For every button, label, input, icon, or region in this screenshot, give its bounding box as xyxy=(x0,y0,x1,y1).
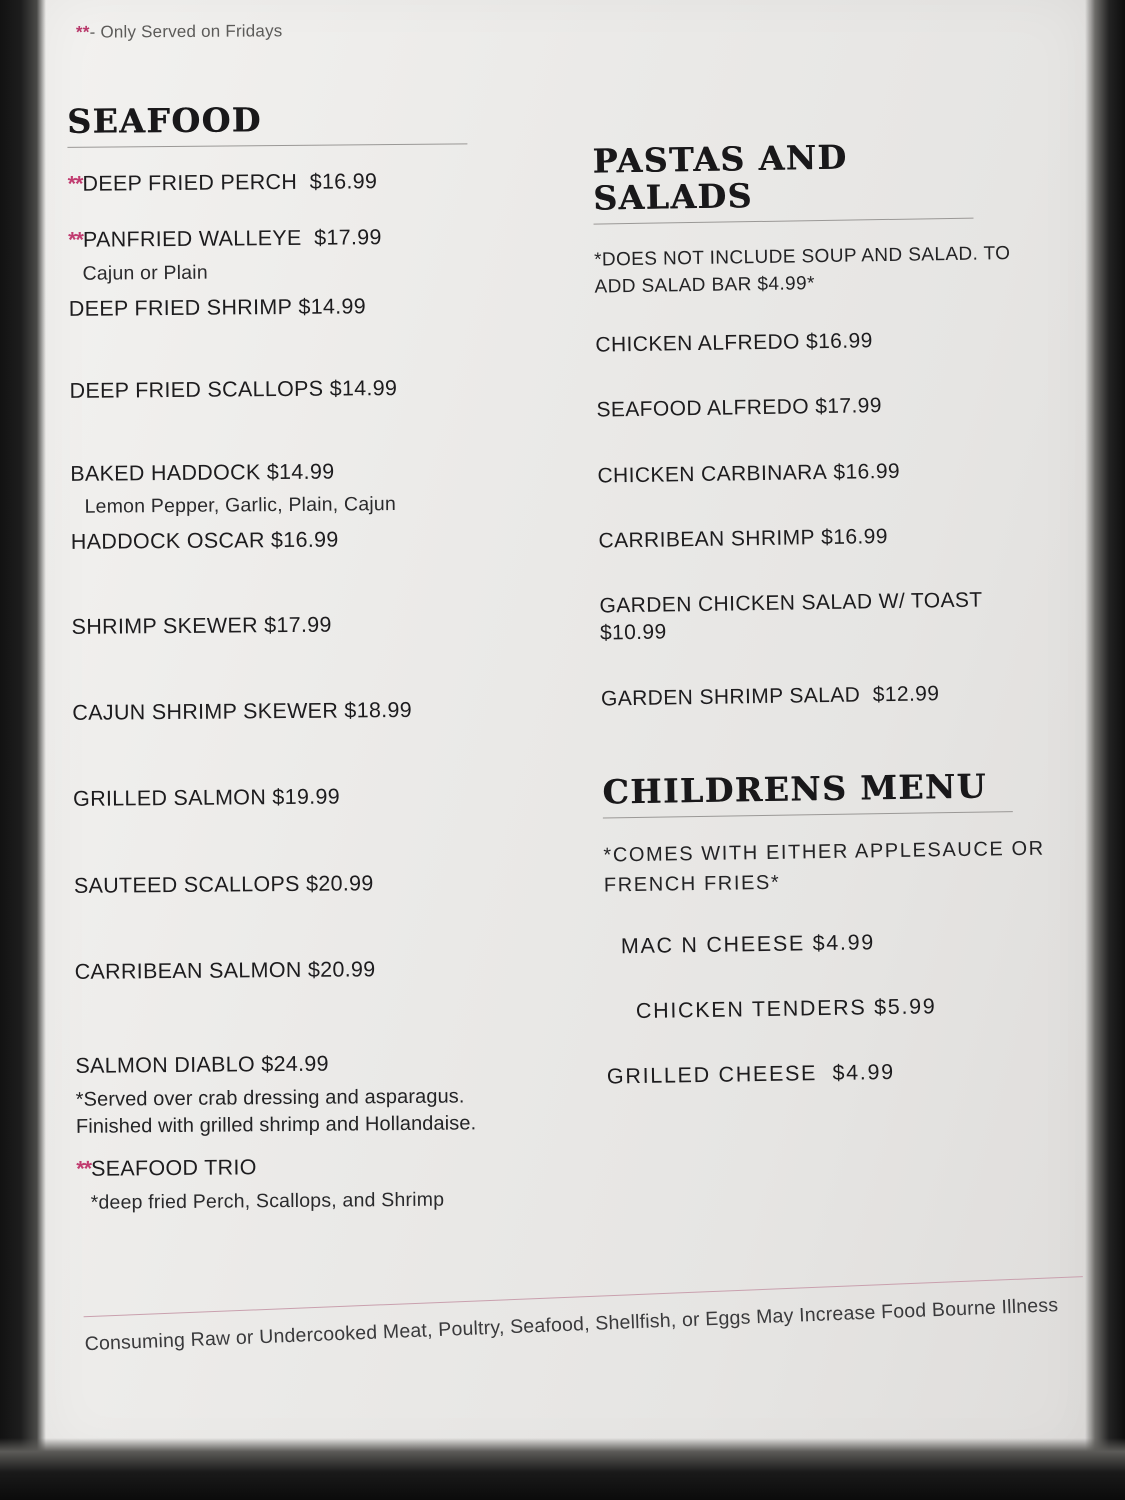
menu-item xyxy=(75,954,505,986)
menu-item xyxy=(70,456,500,488)
menu-item-name: DEEP FRIED SHRIMP xyxy=(68,294,293,321)
pastas-salads-note: *DOES NOT INCLUDE SOUP AND SALAD. TO ADD SALAD BAR $4.99* xyxy=(593,242,1011,299)
menu-item-price: $12.99 xyxy=(872,681,940,707)
menu-item xyxy=(76,1151,506,1183)
disclaimer-text: Consuming Raw or Undercooked Meat, Poultry, Seafood, Shellfish, or Eggs May Increase Food Bourne Illness xyxy=(84,1294,1059,1356)
seafood-heading-rule xyxy=(67,143,467,147)
menu-item-name: SALMON DIABLO xyxy=(75,1052,256,1079)
menu-item-name: CARRIBEAN SALMON xyxy=(74,957,302,984)
menu-item-price: $5.99 xyxy=(873,994,937,1020)
menu-item xyxy=(599,586,1050,648)
fridays-note xyxy=(76,21,283,42)
menu-item-name: BAKED HADDOCK xyxy=(70,459,261,486)
seafood-heading: SEAFOOD xyxy=(67,100,263,141)
menu-item xyxy=(68,166,498,198)
menu-item xyxy=(73,781,503,813)
disclaimer-footer xyxy=(84,1276,1095,1357)
childrens-menu-note: *COMES WITH EITHER APPLESAUCE OR FRENCH FRIES* xyxy=(603,837,1045,897)
menu-item-price: $14.99 xyxy=(329,376,398,401)
menu-item xyxy=(68,223,498,255)
photo-edge-right xyxy=(1085,0,1125,1500)
menu-item-price: $19.99 xyxy=(272,784,341,810)
menu-item xyxy=(596,390,1046,424)
menu-item-name: CAJUN SHRIMP SKEWER xyxy=(72,698,339,725)
menu-item-price: $16.99 xyxy=(309,169,378,194)
menu-item xyxy=(71,524,501,556)
menu-item-price: $18.99 xyxy=(344,697,413,723)
menu-item-price: $24.99 xyxy=(261,1052,329,1077)
menu-item xyxy=(71,609,501,641)
seafood-trio-description: *deep fried Perch, Scallops, and Shrimp xyxy=(90,1188,445,1214)
seafood-column xyxy=(67,98,507,1241)
photo-edge-left xyxy=(0,0,46,1500)
menu-item-name: SEAFOOD ALFREDO xyxy=(596,395,810,422)
menu-item-name: GRILLED CHEESE xyxy=(606,1061,818,1089)
menu-item-name: GARDEN CHICKEN SALAD W/ TOAST xyxy=(599,588,983,618)
menu-item-name: GRILLED SALMON xyxy=(73,785,267,812)
menu-item-price: $17.99 xyxy=(264,612,332,637)
menu-item-name: DEEP FRIED SCALLOPS xyxy=(69,376,324,404)
menu-item-price: $20.99 xyxy=(307,957,376,982)
fridays-marker: ** xyxy=(76,1156,92,1181)
photo-edge-bottom xyxy=(0,1438,1125,1500)
menu-item-price: $17.99 xyxy=(314,225,382,251)
menu-item-name: PANFRIED WALLEYE xyxy=(82,226,302,253)
menu-item xyxy=(598,520,1048,554)
menu-item-sub: Lemon Pepper, Garlic, Plain, Cajun xyxy=(84,493,397,518)
menu-item-name: SEAFOOD TRIO xyxy=(90,1155,257,1181)
menu-item xyxy=(75,1048,505,1080)
menu-item xyxy=(597,455,1047,489)
childrens-menu-heading: CHILDRENS MENU xyxy=(602,766,988,812)
menu-item xyxy=(601,678,1051,712)
menu-item-price: $14.99 xyxy=(266,459,335,484)
menu-item xyxy=(621,928,1055,960)
fridays-marker: ** xyxy=(67,171,83,196)
menu-item xyxy=(607,1057,1057,1089)
menu-item-name: MAC N CHEESE xyxy=(620,931,806,959)
menu-item-price: $14.99 xyxy=(298,294,367,319)
menu-item-name: GARDEN SHRIMP SALAD xyxy=(600,683,861,711)
menu-item-price: $20.99 xyxy=(305,870,374,896)
menu-item-price: $4.99 xyxy=(812,930,876,956)
menu-item-price: $16.99 xyxy=(821,524,888,549)
pastas-salads-heading-line1: PASTAS AND xyxy=(592,137,848,181)
pastas-salads-heading-line2: SALADS xyxy=(592,176,754,218)
fridays-note-stars: ** xyxy=(75,22,90,42)
menu-item-name: SAUTEED SCALLOPS xyxy=(73,871,300,898)
fridays-marker: ** xyxy=(68,228,84,253)
pastas-salads-heading xyxy=(592,137,1043,218)
menu-item xyxy=(595,325,1045,359)
menu-item-name: CHICKEN ALFREDO xyxy=(595,330,800,357)
pastas-salads-column xyxy=(592,137,1057,1130)
menu-item-name: SHRIMP SKEWER xyxy=(71,612,259,639)
menu-item-price: $17.99 xyxy=(815,394,883,419)
menu-item xyxy=(69,373,499,405)
menu-item-price: $10.99 xyxy=(599,620,667,646)
salmon-diablo-description: *Served over crab dressing and asparagus. Finished with grilled shrimp and Hollandaise. xyxy=(75,1085,477,1138)
menu-item xyxy=(69,291,499,323)
menu-item-name: CARRIBEAN SHRIMP xyxy=(598,526,816,553)
childrens-menu-heading-rule xyxy=(603,811,1013,818)
menu-item xyxy=(636,992,1056,1024)
menu-item-sub: Cajun or Plain xyxy=(82,261,208,285)
menu-item-name: HADDOCK OSCAR xyxy=(70,528,265,555)
pastas-salads-heading-rule xyxy=(594,218,974,225)
childrens-menu-section xyxy=(602,766,1057,1090)
menu-item-price: $16.99 xyxy=(833,459,901,484)
menu-item-price: $16.99 xyxy=(270,527,339,553)
menu-item-name: CHICKEN TENDERS xyxy=(635,995,867,1024)
menu-item-name: DEEP FRIED PERCH xyxy=(82,169,298,196)
menu-item-price: $4.99 xyxy=(832,1060,895,1086)
menu-item-price: $16.99 xyxy=(805,329,873,354)
menu-item xyxy=(72,695,502,727)
fridays-note-text: - Only Served on Fridays xyxy=(89,21,283,42)
menu-item xyxy=(74,868,504,900)
menu-item-name: CHICKEN CARBINARA xyxy=(597,460,828,488)
